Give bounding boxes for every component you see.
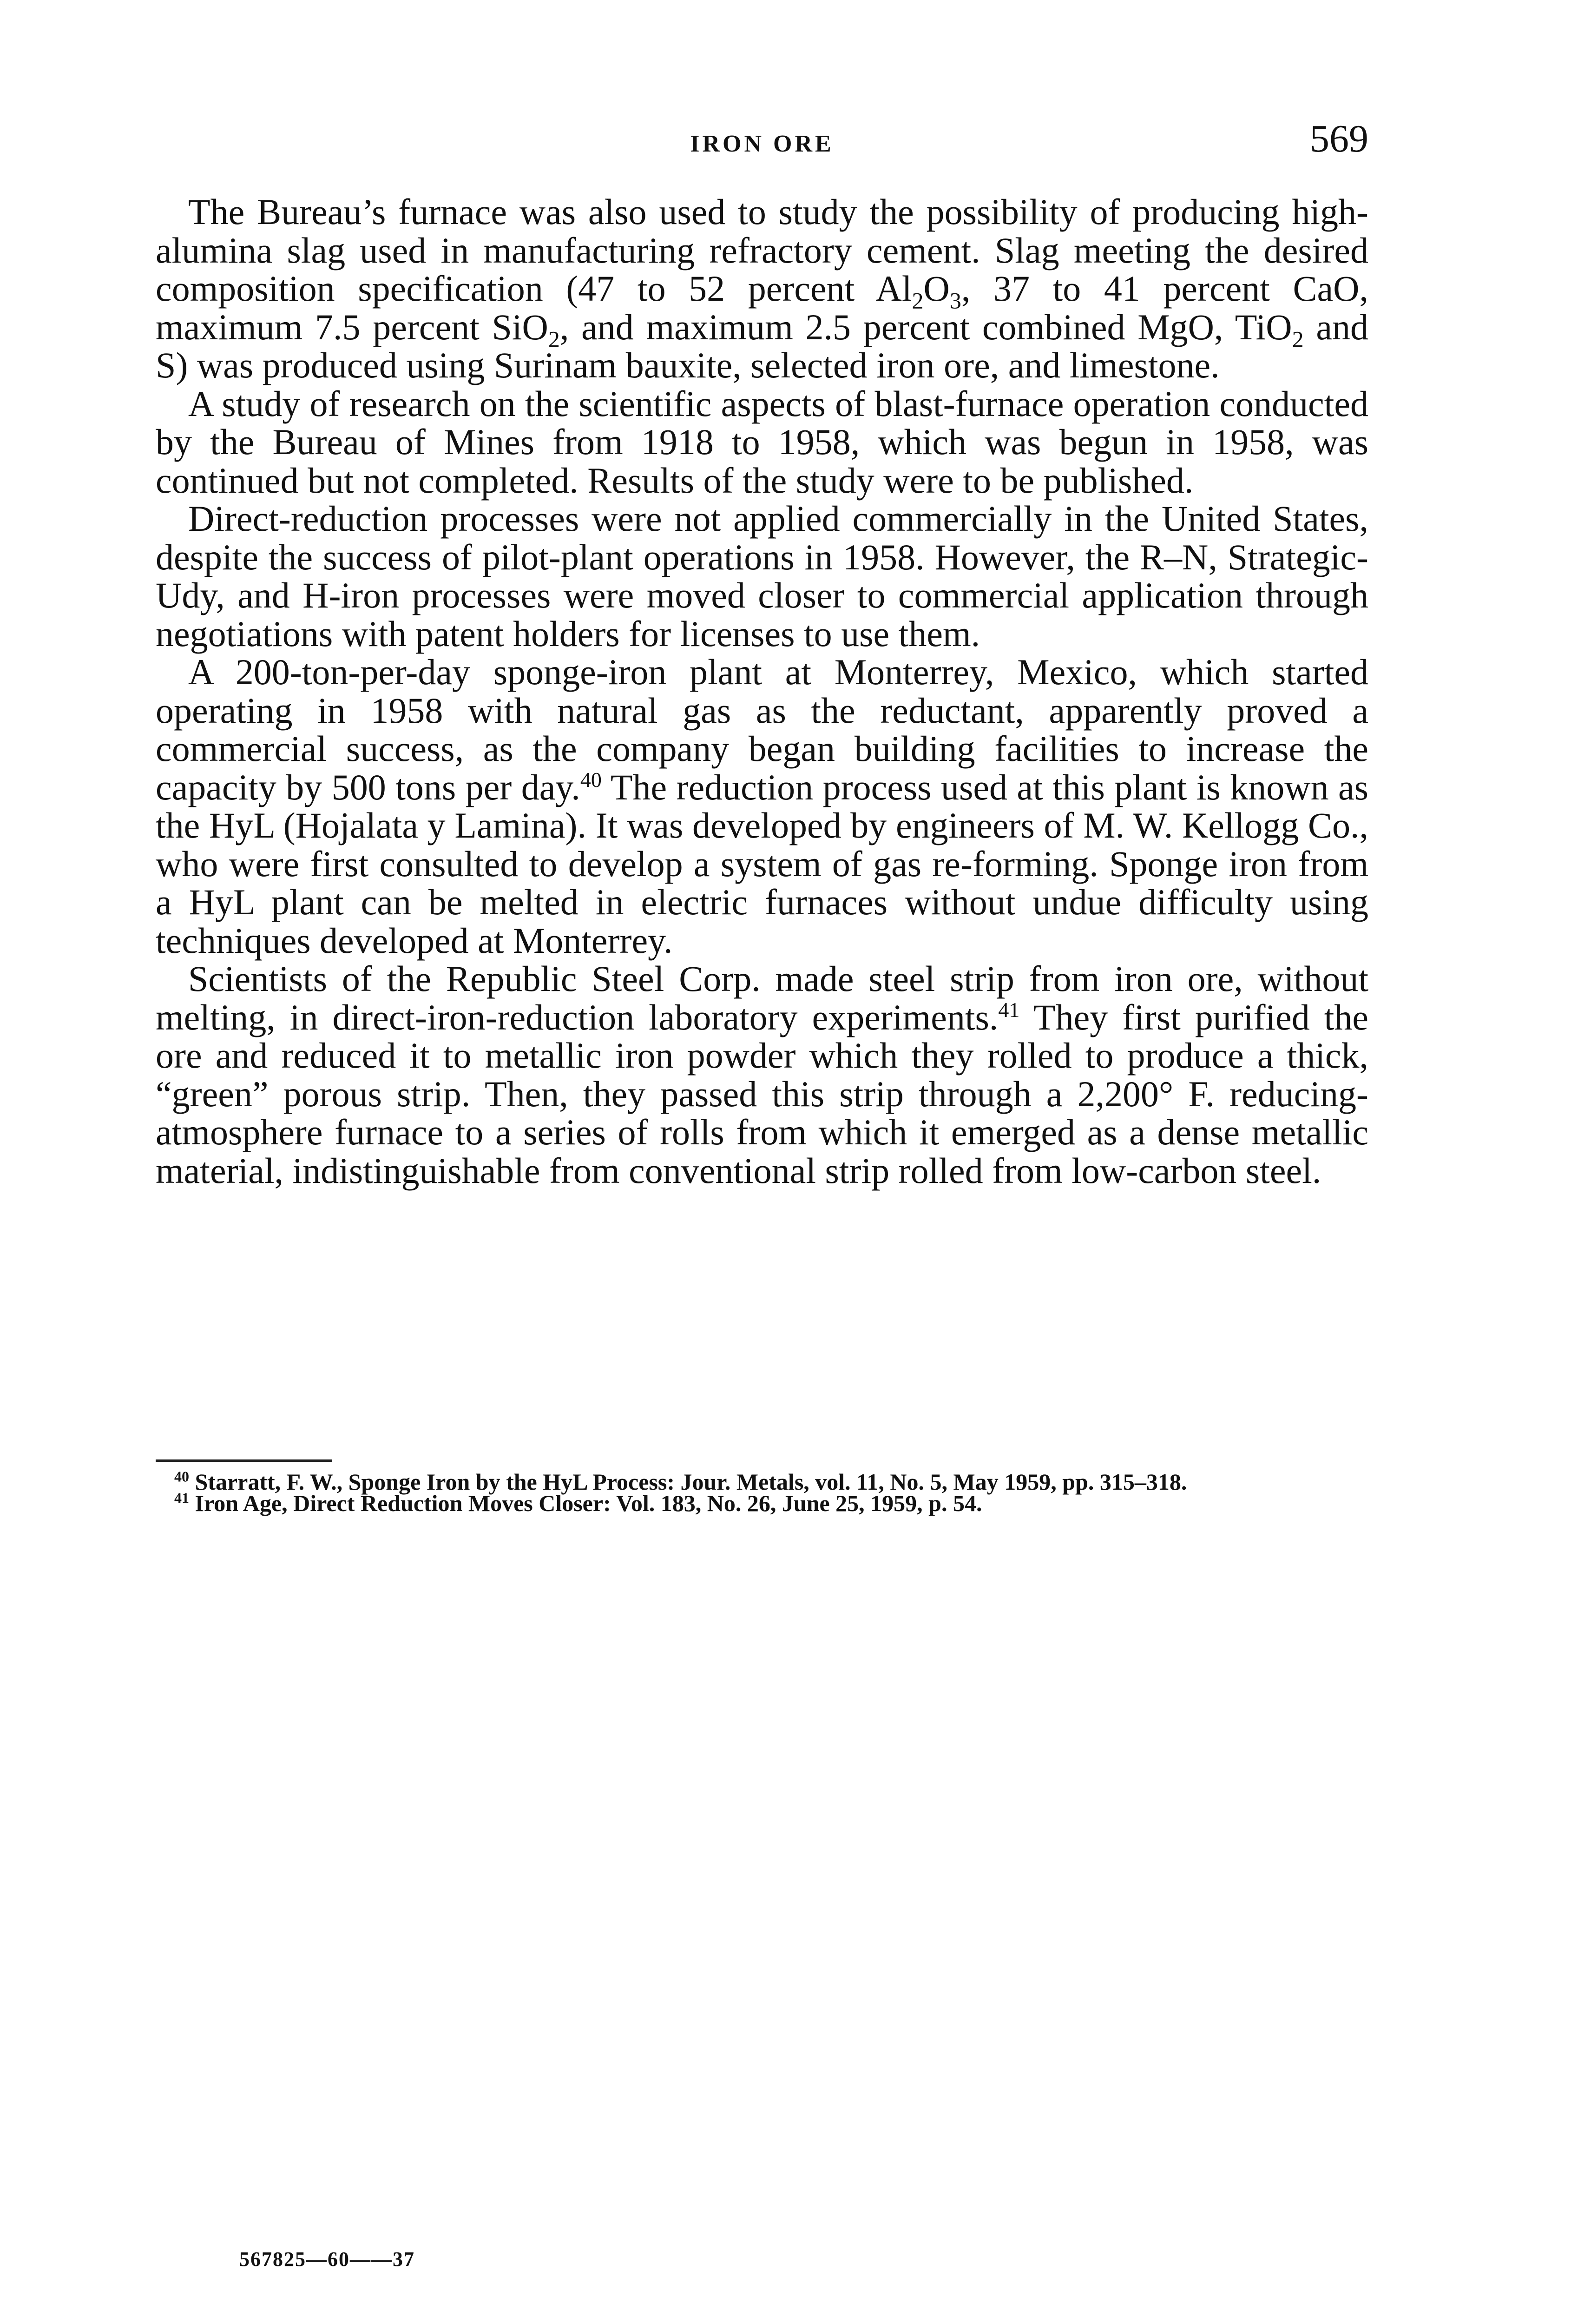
paragraph-direct-reduction: Direct-reduction processes were not applied commercially in the United States, despite the success of pilot-plant operations in 1958. However, the R–N, Strategic-Udy, and H-iron processes were moved closer to commercial application through negotiations with patent holders for licenses to use them. (156, 498, 1368, 654)
page-number: 569 (1310, 117, 1368, 160)
paragraph-blast-furnace-study: A study of research on the scientific aspects of blast-furnace operation conducted by the Bureau of Mines from 1918 to 1958, which was begun in 1958, was continued but not completed. Results of the study were to be published. (156, 383, 1368, 501)
footnote-number: 41 (174, 1489, 189, 1506)
footnote-ref-41[interactable]: 41 (998, 997, 1020, 1022)
footnote-41 (156, 1489, 1368, 1516)
footnote-number: 40 (174, 1468, 189, 1485)
running-header (156, 116, 1368, 163)
footnotes (156, 1468, 1368, 1516)
footnote-ref-40[interactable]: 40 (580, 767, 602, 792)
paragraph-monterrey-plant: A 200-ton-per-day sponge-iron plant at Monterrey, Mexico, which started operating in 1958 with natural gas as the reductant, apparently proved a commercial success, as the company began building facilities to increase the capacity by 500 tons per day.$^{40}$ The reduction process used at this plant is known as the HyL (Hojalata y Lamina). It was developed by engineers of M. W. Kellogg Co., who were first consulted to develop a system of gas re-forming. Sponge iron from a HyL plant can be melted in electric furnaces without undue difficulty using techniques developed at Monterrey. (156, 652, 1369, 961)
printer-code: 567825—60——37 (239, 2248, 415, 2271)
footnote-40 (156, 1468, 1368, 1495)
footnote-text: Starratt, F. W., Sponge Iron by the HyL Process: Jour. Metals, vol. 11, No. 5, May 1959, pp. 315–318. (195, 1469, 1187, 1495)
footnote-text: Iron Age, Direct Reduction Moves Closer: Vol. 183, No. 26, June 25, 1959, p. 54. (195, 1490, 982, 1516)
paragraph-republic-steel: Scientists of the Republic Steel Corp. made steel strip from iron ore, without melting, in direct-iron-reduction laboratory experiments.$^{41}$ They first purified the ore and reduced it to metallic iron powder which they rolled to produce a thick, “green” porous strip. Then, they passed this strip through a 2,200° F. reducing-atmosphere furnace to a series of rolls from which it emerged as a dense metallic material, indistinguishable from conventional strip rolled from low-carbon steel. (156, 958, 1368, 1191)
footnote-divider (156, 1459, 332, 1462)
paragraph-alumina-slag: The Bureau’s furnace was also used to study the possibility of producing high-alumina slag used in manufacturing refractory cement. Slag meeting the desired composition specification (47 to 52 percent $Al_2O_3$, 37 to 41 percent CaO, maximum 7.5 percent SiO$_2$, and maximum 2.5 percent combined MgO, TiO$_2$ and S) was produced using Surinam bauxite, selected iron ore, and limestone. (156, 191, 1368, 385)
running-title: IRON ORE (690, 131, 834, 157)
body-text (156, 193, 1368, 1190)
